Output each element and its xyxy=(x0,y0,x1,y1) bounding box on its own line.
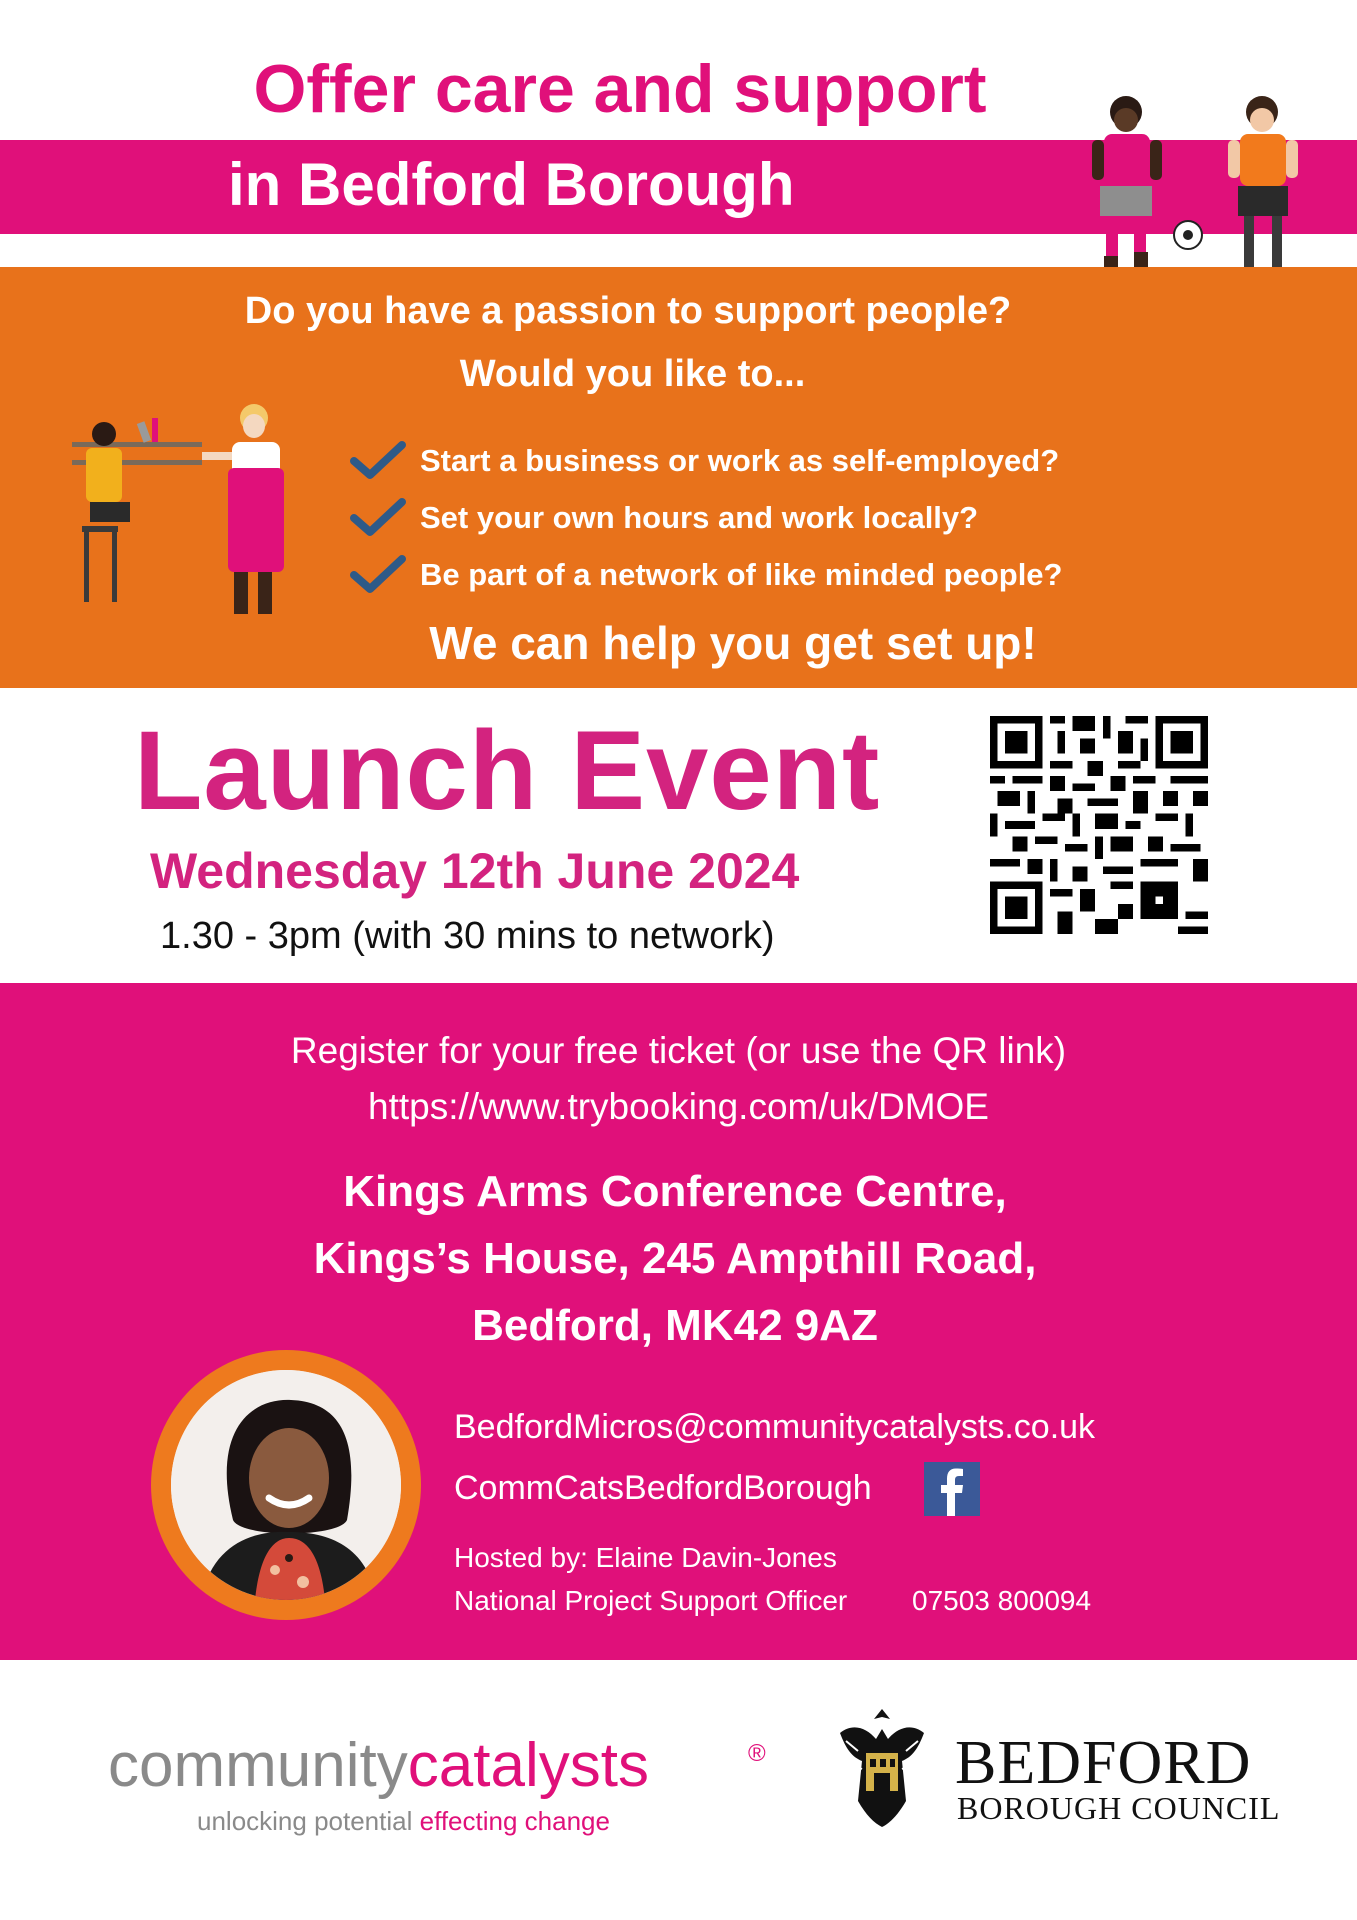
venue-line: Kings’s House, 245 Ampthill Road, xyxy=(313,1234,1037,1283)
logo-text: community xyxy=(108,1731,408,1800)
council-name: BEDFORD xyxy=(955,1729,1252,1797)
community-catalysts-logo xyxy=(108,1730,649,1801)
tagline-text: effecting change xyxy=(419,1806,610,1836)
venue-line: Bedford, MK42 9AZ xyxy=(472,1301,878,1350)
host-phone[interactable]: 07503 800094 xyxy=(912,1585,1092,1616)
community-catalysts-tagline xyxy=(197,1806,610,1837)
list-item xyxy=(350,489,1062,546)
council-subtitle: BOROUGH COUNCIL xyxy=(957,1790,1281,1826)
event-time: 1.30 - 3pm (with 30 mins to network) xyxy=(160,915,775,957)
list-item xyxy=(350,432,1062,489)
list-item-text: Be part of a network of like minded people? xyxy=(420,556,1063,592)
headline: Offer care and support xyxy=(253,51,987,127)
list-item-text: Start a business or work as self-employed? xyxy=(420,442,1060,478)
cafe-workers-illustration xyxy=(68,398,296,620)
subheadline: in Bedford Borough xyxy=(228,151,795,218)
host-role: National Project Support Officer xyxy=(454,1585,848,1616)
council-crest-icon xyxy=(832,1705,932,1830)
registration-link[interactable]: https://www.trybooking.com/uk/DMOE xyxy=(368,1086,989,1127)
event-date: Wednesday 12th June 2024 xyxy=(150,843,800,899)
event-title: Launch Event xyxy=(134,708,881,833)
benefits-list xyxy=(350,432,1062,603)
registered-mark: ® xyxy=(748,1740,766,1767)
host-name: Hosted by: Elaine Davin-Jones xyxy=(454,1542,837,1573)
facebook-icon[interactable] xyxy=(924,1462,980,1516)
check-icon xyxy=(350,555,406,595)
intro-question: Do you have a passion to support people? xyxy=(244,290,1012,332)
logo-text: catalysts xyxy=(407,1731,649,1800)
qr-code[interactable] xyxy=(990,716,1208,934)
list-item xyxy=(350,546,1062,603)
intro-cta: We can help you get set up! xyxy=(429,617,1037,669)
facebook-handle[interactable]: CommCatsBedfordBorough xyxy=(454,1469,872,1507)
check-icon xyxy=(350,498,406,538)
check-icon xyxy=(350,441,406,481)
tagline-text: unlocking potential xyxy=(197,1806,420,1836)
list-item-text: Set your own hours and work locally? xyxy=(420,499,979,535)
registration-text: Register for your free ticket (or use the QR link) xyxy=(290,1030,1067,1071)
host-avatar xyxy=(171,1370,401,1600)
venue-line: Kings Arms Conference Centre, xyxy=(343,1167,1007,1216)
intro-lead: Would you like to... xyxy=(459,353,806,395)
contact-email[interactable]: BedfordMicros@communitycatalysts.co.uk xyxy=(454,1408,1096,1446)
